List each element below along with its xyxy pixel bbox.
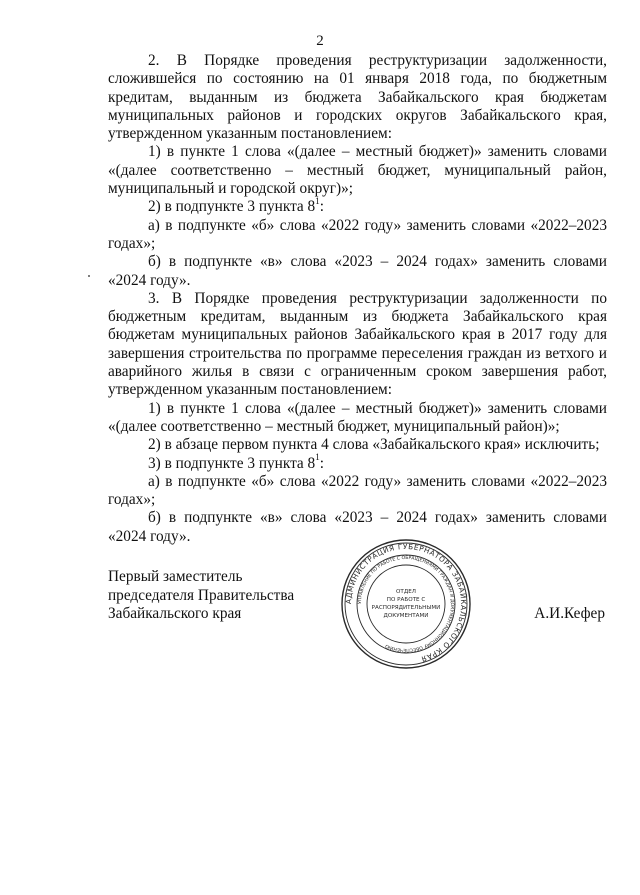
paragraph-item: б) в подпункте «в» слова «2023 – 2024 годах» заменить словами «2024 году». <box>108 509 607 545</box>
document-body <box>108 52 607 546</box>
paragraph-item <box>108 198 607 216</box>
stamp-outer-text: АДМИНИСТРАЦИЯ ГУБЕРНАТОРА ЗАБАЙКАЛЬСКОГО КРАЯ <box>343 541 469 664</box>
signer-name: А.И.Кефер <box>534 605 605 622</box>
stamp-inner-text: УПРАВЛЕНИЕ ПО РАБОТЕ С ОБРАЩЕНИЯМИ ГРАЖДАН И ДОКУМЕНТАЦИОННОМУ ОБЕСПЕЧЕНИЮ <box>357 555 455 653</box>
margin-mark <box>88 275 90 277</box>
superscript: 1 <box>315 196 320 207</box>
paragraph-section-2: 2. В Порядке проведения реструктуризации задолженности, сложившейся по состоянию на 01 января 2018 года, по бюджетным кредитам, выданным из бюджета Забайкальского края бюджетам муниципальных районов и городских округов Забайкальского края, утвержденном указанным постановлением: <box>108 52 607 143</box>
paragraph-item: 1) в пункте 1 слова «(далее – местный бюджет)» заменить словами «(далее соответственно – местный бюджет, муниципальный район, муниципальный и городской округ)»; <box>108 143 607 198</box>
paragraph-item: б) в подпункте «в» слова «2023 – 2024 годах» заменить словами «2024 году». <box>108 253 607 289</box>
official-stamp <box>339 537 473 671</box>
paragraph-item: а) в подпункте «б» слова «2022 году» заменить словами «2022–2023 годах»; <box>108 472 607 509</box>
paragraph-item: а) в подпункте «б» слова «2022 году» заменить словами «2022–2023 годах»; <box>108 216 607 252</box>
paragraph-text: 3) в подпункте 3 пункта 8 <box>148 454 316 472</box>
paragraph-section-3: 3. В Порядке проведения реструктуризации задолженности по бюджетным кредитам, выданным из бюджета Забайкальского края бюджетам муниципальных районов Забайкальского края в 2017 году для завершения строительства по программе переселения граждан из ветхого и аварийного жилья в связи с ограниченным сроком завершения работ, утвержденном указанным постановлением: <box>108 289 607 399</box>
stamp-center-line: ДОКУМЕНТАМИ <box>383 613 429 619</box>
stamp-inner-ring <box>367 565 445 643</box>
signer-position <box>108 568 294 624</box>
signer-position-line: председателя Правительства <box>108 586 295 604</box>
paragraph-item <box>108 452 607 473</box>
stamp-center-line: ОТДЕЛ <box>396 589 416 595</box>
stamp-center-line: РАСПОРЯДИТЕЛЬНЫМИ <box>371 605 441 611</box>
superscript: 1 <box>315 452 320 463</box>
signer-position-line: Первый заместитель <box>108 568 243 585</box>
paragraph-text: : <box>319 198 324 216</box>
stamp-center-line: ПО РАБОТЕ С <box>386 597 426 603</box>
paragraph-text: : <box>319 454 324 472</box>
page-number: 2 <box>316 33 324 49</box>
paragraph-item: 2) в абзаце первом пункта 4 слова «Забайкальского края» исключить; <box>148 436 600 454</box>
paragraph-item: 1) в пункте 1 слова «(далее – местный бюджет)» заменить словами «(далее соответственно – местный бюджет, муниципальный район)»; <box>108 399 607 435</box>
paragraph-text: 2) в подпункте 3 пункта 8 <box>148 198 316 216</box>
stamp-ring <box>357 555 455 653</box>
signer-position-line: Забайкальского края <box>108 605 242 622</box>
